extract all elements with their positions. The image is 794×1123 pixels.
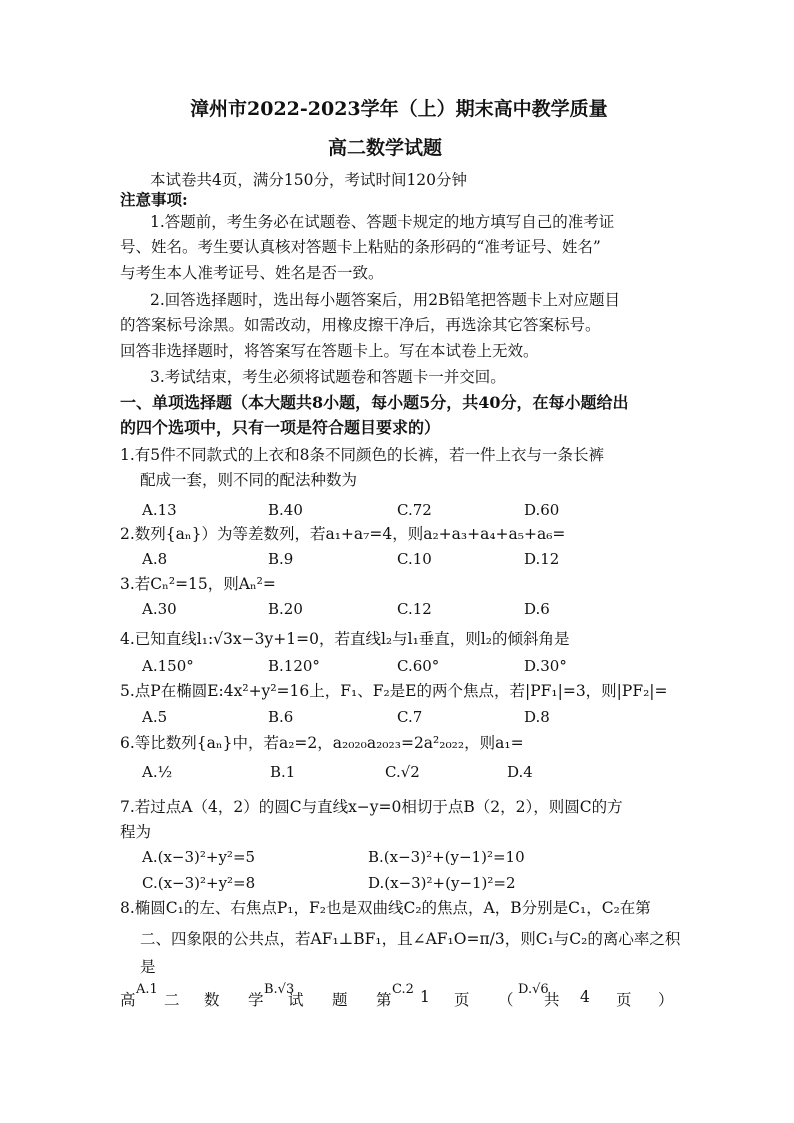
question-5: 5.点P在椭圆E:4x²+y²=16上，F₁、F₂是E的两个焦点，若|PF₁|=3，则|PF₂|= [120, 682, 668, 700]
footer-text: 试 [288, 991, 304, 1009]
option-a: A.(x−3)²+y²=5 [142, 848, 256, 866]
notice-text: 与考生本人准考证号、姓名是否一致。 [120, 264, 384, 282]
option-b: B.1 [270, 763, 296, 781]
option-d: D.6 [524, 600, 550, 618]
footer-text: 4 [580, 988, 590, 1006]
notice-text: 1.答题前，考生务必在试题卷、答题卡规定的地方填写自己的准考证 [150, 213, 615, 231]
notice-text: 回答非选择题时，将答案写在答题卡上。写在本试卷上无效。 [120, 342, 539, 360]
footer-text: 1 [420, 988, 430, 1006]
question-6: 6.等比数列{aₙ}中，若a₂=2，a₂₀₂₀a₂₀₂₃=2a²₂₀₂₂，则a₁= [120, 734, 524, 752]
exam-subtitle: 高二数学试题 [328, 137, 443, 159]
footer-text: 学 [248, 991, 264, 1009]
option-b: B.(x−3)²+(y−1)²=10 [368, 848, 525, 866]
footer-text: 共 [544, 991, 560, 1009]
footer-text: ） [658, 991, 674, 1009]
footer-text: 数 [204, 991, 220, 1009]
option-c: C.(x−3)²+y²=8 [142, 874, 256, 892]
question-7: 7.若过点A（4，2）的圆C与直线x−y=0相切于点B（2，2），则圆C的方 [120, 798, 623, 816]
question-8: 8.椭圆C₁的左、右焦点P₁，F₂也是双曲线C₂的焦点，A，B分别是C₁，C₂在第 [120, 899, 651, 917]
option-d: D.30° [524, 657, 567, 675]
exam-info: 本试卷共4页，满分150分，考试时间120分钟 [150, 171, 468, 189]
notice-heading: 注意事项: [120, 190, 188, 209]
option-d: D.8 [524, 708, 550, 726]
footer-text: 页 [454, 991, 470, 1009]
option-c: C.60° [397, 657, 440, 675]
notice-text: 号、姓名。考生要认真核对答题卡上粘贴的条形码的“准考证号、姓名” [120, 238, 601, 256]
question-4: 4.已知直线l₁:√3x−3y+1=0，若直线l₂与l₁垂直，则l₂的倾斜角是 [120, 630, 570, 648]
option-c: C.√2 [385, 763, 420, 781]
footer-text: 二 [164, 991, 180, 1009]
option-a: A.1 [136, 982, 158, 997]
footer-text: 高 [120, 991, 136, 1009]
option-b: B.120° [268, 657, 320, 675]
option-b: B.9 [268, 550, 294, 568]
question-2: 2.数列{aₙ}）为等差数列，若a₁+a₇=4，则a₂+a₃+a₄+a₅+a₆= [120, 525, 566, 543]
option-a: A.30 [142, 600, 177, 618]
option-b: B.6 [268, 708, 294, 726]
option-d: D.60 [524, 501, 560, 519]
question-1: 配成一套，则不同的配法种数为 [140, 471, 358, 489]
notice-text: 3.考试结束，考生必须将试题卷和答题卡一并交回。 [150, 368, 506, 386]
question-1: 1.有5件不同款式的上衣和8条不同颜色的长裤，若一件上衣与一条长裤 [120, 446, 605, 464]
option-a: A.5 [142, 708, 168, 726]
question-8: 二、四象限的公共点，若AF₁⊥BF₁，且∠AF₁O=π/3，则C₁与C₂的离心率之积 [140, 930, 681, 948]
option-c: C.2 [392, 982, 414, 997]
option-d: D.(x−3)²+(y−1)²=2 [368, 874, 516, 892]
option-d: D.12 [524, 550, 560, 568]
option-b: B.40 [268, 501, 303, 519]
question-7: 程为 [120, 823, 152, 841]
option-d: D.4 [507, 763, 533, 781]
option-b: B.√3 [264, 982, 295, 997]
option-a: A.8 [142, 550, 168, 568]
section-heading: 一、单项选择题（本大题共8小题，每小题5分，共40分，在每小题给出 [120, 393, 629, 412]
option-a: A.½ [142, 763, 173, 781]
option-a: A.150° [142, 657, 194, 675]
footer-text: 题 [332, 991, 348, 1009]
footer-text: （ [498, 991, 514, 1009]
footer-text: 页 [616, 991, 632, 1009]
option-c: C.10 [397, 550, 432, 568]
notice-text: 2.回答选择题时，选出每小题答案后，用2B铅笔把答题卡上对应题目 [150, 291, 621, 309]
option-a: A.13 [142, 501, 177, 519]
exam-title: 漳州市2022-2023学年（上）期末高中教学质量 [190, 98, 608, 120]
option-c: C.7 [397, 708, 423, 726]
option-c: C.72 [397, 501, 432, 519]
question-3: 3.若Cₙ²=15，则Aₙ²= [120, 575, 276, 593]
section-heading: 的四个选项中，只有一项是符合题目要求的） [120, 418, 441, 437]
option-c: C.12 [397, 600, 432, 618]
option-d: D.√6 [518, 982, 549, 997]
option-b: B.20 [268, 600, 303, 618]
question-8: 是 [140, 958, 156, 976]
footer-text: 第 [376, 991, 392, 1009]
notice-text: 的答案标号涂黑。如需改动，用橡皮擦干净后，再选涂其它答案标号。 [120, 316, 601, 334]
